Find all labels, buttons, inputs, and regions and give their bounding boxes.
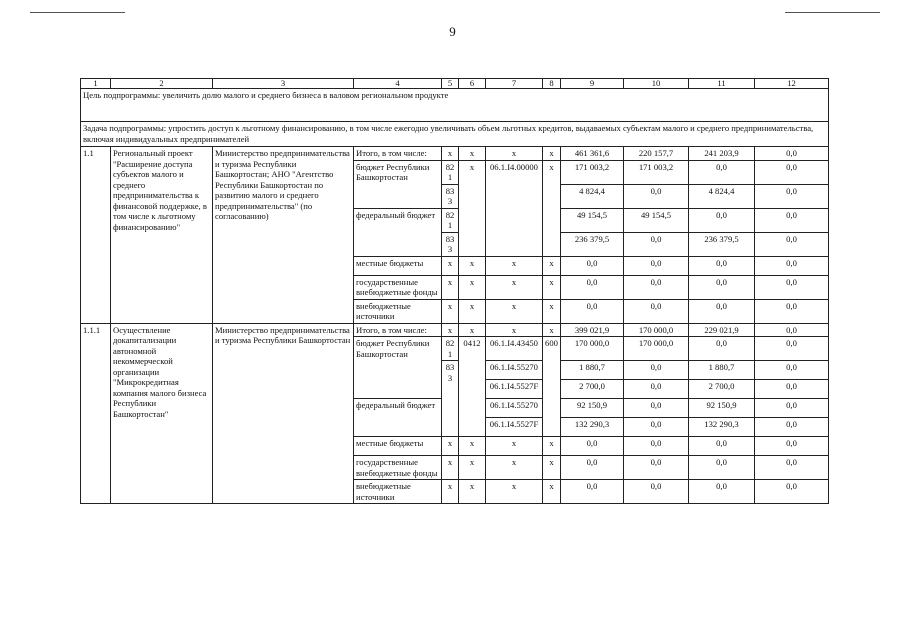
source-label: местные бюджеты (354, 437, 442, 456)
cell-10: 171 003,2 (624, 160, 689, 184)
cell-9: 0,0 (561, 456, 624, 480)
cell-9: 0,0 (561, 275, 624, 299)
cell-12: 0,0 (755, 456, 829, 480)
cell-11: 0,0 (689, 256, 755, 275)
cell-5: x (442, 299, 459, 323)
cell-11: 1 880,7 (689, 361, 755, 380)
cell-8: x (543, 147, 561, 161)
table-row (81, 323, 829, 337)
cell-5: 821 (442, 160, 459, 184)
cell-12: 0,0 (755, 275, 829, 299)
cell-6: x (459, 256, 486, 275)
header-cell: 4 (354, 79, 442, 89)
cell-8: x (543, 456, 561, 480)
cell-12: 0,0 (755, 361, 829, 380)
source-label: Итого, в том числе: (354, 147, 442, 161)
cell-9: 4 824,4 (561, 184, 624, 208)
cell-12: 0,0 (755, 232, 829, 256)
cell-11: 0,0 (689, 160, 755, 184)
cell-11: 229 021,9 (689, 323, 755, 337)
cell-11: 0,0 (689, 208, 755, 232)
cell-10: 0,0 (624, 275, 689, 299)
cell-5: x (442, 275, 459, 299)
cell-9: 2 700,0 (561, 380, 624, 399)
source-label: государственные внебюджетные фонды (354, 456, 442, 480)
cell-10: 0,0 (624, 380, 689, 399)
cell-10: 0,0 (624, 399, 689, 418)
cell-8: x (543, 256, 561, 275)
cell-9: 132 290,3 (561, 418, 624, 437)
cell-5: x (442, 256, 459, 275)
cell-10: 49 154,5 (624, 208, 689, 232)
source-label: бюджет Республики Башкортостан (354, 160, 442, 208)
cell-11: 241 203,9 (689, 147, 755, 161)
cell-12: 0,0 (755, 256, 829, 275)
cell-12: 0,0 (755, 184, 829, 208)
column-numbers-row (81, 79, 829, 89)
cell-10: 0,0 (624, 418, 689, 437)
cell-8: x (543, 480, 561, 504)
source-label: федеральный бюджет (354, 399, 442, 437)
cell-9: 0,0 (561, 437, 624, 456)
cell-7: x (486, 147, 543, 161)
cell-5: x (442, 147, 459, 161)
cell-9: 0,0 (561, 299, 624, 323)
cell-11: 0,0 (689, 480, 755, 504)
cell-7: 06.1.I4.00000 (486, 160, 543, 256)
cell-5: x (442, 456, 459, 480)
cell-7: x (486, 256, 543, 275)
cell-9: 0,0 (561, 256, 624, 275)
cell-11: 0,0 (689, 456, 755, 480)
cell-12: 0,0 (755, 160, 829, 184)
cell-6: x (459, 437, 486, 456)
cell-7: x (486, 275, 543, 299)
cell-9: 171 003,2 (561, 160, 624, 184)
cell-7: x (486, 437, 543, 456)
cell-10: 0,0 (624, 232, 689, 256)
financing-table (80, 78, 829, 504)
cell-5: x (442, 480, 459, 504)
cell-9: 399 021,9 (561, 323, 624, 337)
cell-12: 0,0 (755, 399, 829, 418)
cell-7: 06.1.I4.55270 (486, 399, 543, 418)
cell-5: x (442, 437, 459, 456)
source-label: Итого, в том числе: (354, 323, 442, 337)
cell-11: 236 379,5 (689, 232, 755, 256)
cell-10: 170 000,0 (624, 323, 689, 337)
cell-10: 0,0 (624, 456, 689, 480)
scan-artifact-line (30, 12, 125, 13)
cell-11: 0,0 (689, 437, 755, 456)
header-cell: 1 (81, 79, 111, 89)
row-number: 1.1.1 (81, 323, 111, 504)
table-row (81, 147, 829, 161)
cell-8: x (543, 160, 561, 256)
cell-12: 0,0 (755, 299, 829, 323)
cell-9: 236 379,5 (561, 232, 624, 256)
cell-6: x (459, 160, 486, 256)
cell-6: x (459, 275, 486, 299)
cell-9: 1 880,7 (561, 361, 624, 380)
cell-9: 170 000,0 (561, 337, 624, 361)
cell-10: 0,0 (624, 184, 689, 208)
cell-5: 833 (442, 361, 459, 437)
cell-8: 600 (543, 337, 561, 437)
header-cell: 6 (459, 79, 486, 89)
cell-7: x (486, 323, 543, 337)
cell-6: x (459, 323, 486, 337)
cell-8: x (543, 437, 561, 456)
cell-8: x (543, 275, 561, 299)
cell-12: 0,0 (755, 380, 829, 399)
cell-6: x (459, 299, 486, 323)
cell-5: 821 (442, 337, 459, 361)
cell-7: 06.1.I4.43450 (486, 337, 543, 361)
goal-text: Цель подпрограммы: увеличить долю малого и среднего бизнеса в валовом региональном продукте (81, 89, 829, 122)
cell-10: 220 157,7 (624, 147, 689, 161)
cell-12: 0,0 (755, 418, 829, 437)
header-cell: 2 (111, 79, 213, 89)
source-label: внебюджетные источники (354, 480, 442, 504)
cell-12: 0,0 (755, 480, 829, 504)
cell-10: 0,0 (624, 361, 689, 380)
scan-artifact-line (785, 12, 880, 13)
task-text: Задача подпрограммы: упростить доступ к льготному финансированию, в том числе ежегодно увеличивать объем льготных кредитов, выдаваемых субъектам малого и среднего предпринимательства, включая индивидуальных предпринимателей (81, 122, 829, 147)
cell-11: 0,0 (689, 299, 755, 323)
header-cell: 10 (624, 79, 689, 89)
cell-9: 461 361,6 (561, 147, 624, 161)
header-cell: 8 (543, 79, 561, 89)
source-label: федеральный бюджет (354, 208, 442, 256)
cell-5: 833 (442, 184, 459, 208)
cell-6: x (459, 480, 486, 504)
header-cell: 9 (561, 79, 624, 89)
cell-8: x (543, 299, 561, 323)
page-number: 9 (449, 24, 456, 39)
cell-11: 2 700,0 (689, 380, 755, 399)
cell-5: 833 (442, 232, 459, 256)
cell-7: 06.1.I4.55270 (486, 361, 543, 380)
project-name: Осуществление докапитализации автономной некоммерческой организации "Микрокредитная компания малого бизнеса Республики Башкортостан" (111, 323, 213, 504)
header-cell: 5 (442, 79, 459, 89)
cell-11: 4 824,4 (689, 184, 755, 208)
cell-12: 0,0 (755, 323, 829, 337)
cell-10: 170 000,0 (624, 337, 689, 361)
cell-7: x (486, 299, 543, 323)
source-label: местные бюджеты (354, 256, 442, 275)
cell-7: 06.1.I4.5527F (486, 380, 543, 399)
project-name: Региональный проект "Расширение доступа субъектов малого и среднего предпринимательства к финансовой поддержке, в том числе к льготному финансированию" (111, 147, 213, 324)
cell-12: 0,0 (755, 437, 829, 456)
cell-12: 0,0 (755, 208, 829, 232)
cell-7: 06.1.I4.5527F (486, 418, 543, 437)
cell-9: 0,0 (561, 480, 624, 504)
cell-5: 821 (442, 208, 459, 232)
cell-6: x (459, 456, 486, 480)
cell-7: x (486, 456, 543, 480)
cell-6: x (459, 147, 486, 161)
cell-12: 0,0 (755, 147, 829, 161)
cell-9: 92 150,9 (561, 399, 624, 418)
source-label: внебюджетные источники (354, 299, 442, 323)
cell-10: 0,0 (624, 256, 689, 275)
cell-11: 92 150,9 (689, 399, 755, 418)
header-cell: 7 (486, 79, 543, 89)
row-number: 1.1 (81, 147, 111, 324)
source-label: государственные внебюджетные фонды (354, 275, 442, 299)
header-cell: 11 (689, 79, 755, 89)
cell-7: x (486, 480, 543, 504)
cell-10: 0,0 (624, 480, 689, 504)
source-label: бюджет Республики Башкортостан (354, 337, 442, 399)
cell-10: 0,0 (624, 437, 689, 456)
cell-11: 0,0 (689, 275, 755, 299)
cell-12: 0,0 (755, 337, 829, 361)
cell-11: 0,0 (689, 337, 755, 361)
cell-5: x (442, 323, 459, 337)
cell-9: 49 154,5 (561, 208, 624, 232)
cell-6: 0412 (459, 337, 486, 437)
cell-8: x (543, 323, 561, 337)
cell-10: 0,0 (624, 299, 689, 323)
cell-11: 132 290,3 (689, 418, 755, 437)
executor: Министерство предпринимательства и туризма Республики Башкортостан (213, 323, 354, 504)
header-cell: 3 (213, 79, 354, 89)
executor: Министерство предпринимательства и туризма Республики Башкортостан; АНО "Агентство Республики Башкортостан по развитию малого и среднего предпринимательства" (по согласованию) (213, 147, 354, 324)
header-cell: 12 (755, 79, 829, 89)
